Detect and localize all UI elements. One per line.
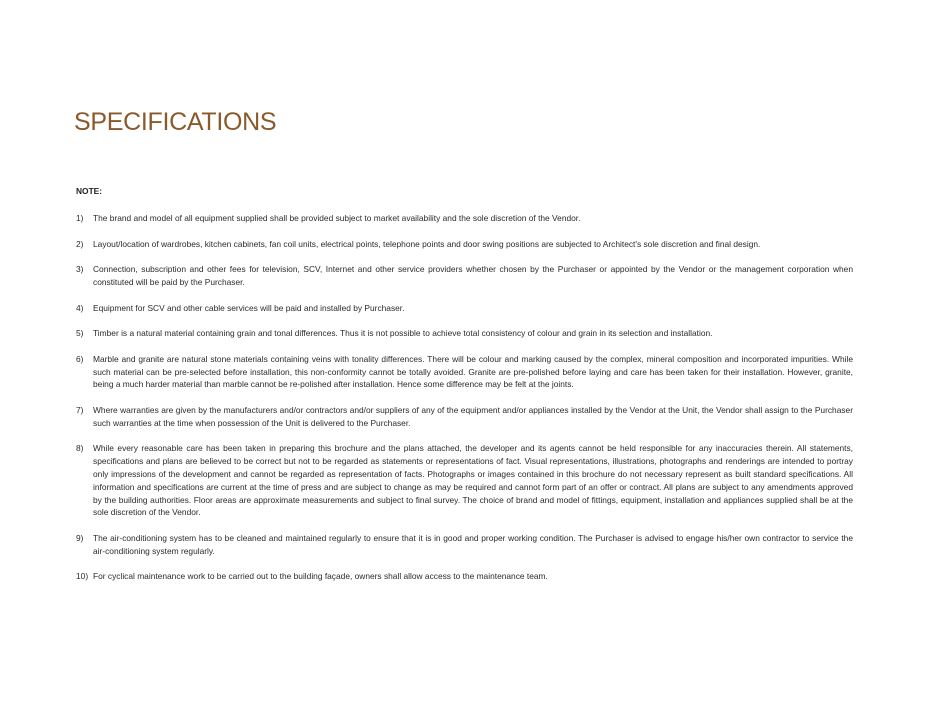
list-item xyxy=(76,570,853,583)
list-item xyxy=(76,404,853,430)
item-text: The air-conditioning system has to be cleaned and maintained regularly to ensure that it is in good and proper working condition. The Purchaser is advised to engage his/her own contractor to service the air-conditioning system regularly. xyxy=(93,532,853,556)
item-number: 6) xyxy=(76,353,84,364)
item-text: For cyclical maintenance work to be carried out to the building façade, owners shall allow access to the maintenance team. xyxy=(93,571,548,582)
list-item xyxy=(76,263,853,289)
item-number: 5) xyxy=(76,328,84,339)
item-number: 3) xyxy=(76,264,84,275)
list-item xyxy=(76,238,853,251)
item-number: 10) xyxy=(76,571,89,582)
item-text: Where warranties are given by the manufacturers and/or contractors and/or suppliers of any of the equipment and/or appliances installed by the Vendor at the Unit, the Vendor shall assign to the Purchaser such warranties at the time when possession of the Unit is delivered to the Purchaser. xyxy=(93,404,853,428)
item-text: The brand and model of all equipment supplied shall be provided subject to market availability and the sole discretion of the Vendor. xyxy=(93,213,581,223)
list-item xyxy=(76,212,853,225)
list-item xyxy=(76,302,853,315)
item-number: 2) xyxy=(76,238,84,249)
item-text: While every reasonable care has been taken in preparing this brochure and the plans attached, the developer and its agents cannot be held responsible for any inaccuracies therein. All statements, specifications and plans are believed to be correct but not to be regarded as statements or representations of fact. Visual representations, illustrations, photographs and renderings are intended to portray only impressions of the development and cannot be regarded as representation of facts. Photographs or images contained in this brochure do not necessary represent as built standard specifications. All information and specifications are current at the time of press and are subject to change as may be required and cannot form part of an offer or contract. All plans are subject to any amendments approved by the building authorities. Floor areas are approximate measurements and subject to final survey. The choice of brand and model of fittings, equipment, installation and appliances supplied shall be at the sole discretion of the Vendor. xyxy=(93,443,853,518)
item-number: 1) xyxy=(76,213,84,223)
note-label: NOTE: xyxy=(76,186,103,196)
list-item xyxy=(76,353,853,391)
page-title: SPECIFICATIONS xyxy=(74,108,277,136)
list-item xyxy=(76,442,853,519)
item-text: Connection, subscription and other fees for television, SCV, Internet and other service providers whether chosen by the Purchaser or appointed by the Vendor or the management corporation when constituted will be paid by the Purchaser. xyxy=(93,264,853,287)
specification-notes-list xyxy=(76,212,853,596)
list-item xyxy=(76,532,853,558)
item-number: 7) xyxy=(76,404,84,415)
list-item xyxy=(76,327,853,340)
item-text: Equipment for SCV and other cable services will be paid and installed by Purchaser. xyxy=(93,302,405,313)
item-number: 8) xyxy=(76,443,84,454)
item-text: Timber is a natural material containing grain and tonal differences. Thus it is not possible to achieve total consistency of colour and grain in its selection and installation. xyxy=(93,328,713,339)
item-number: 4) xyxy=(76,302,84,313)
item-text: Layout/location of wardrobes, kitchen cabinets, fan coil units, electrical points, telephone points and door swing positions are subjected to Architect's sole discretion and final design. xyxy=(93,238,761,249)
item-text: Marble and granite are natural stone materials containing veins with tonality differences. There will be colour and marking caused by the complex, mineral composition and incorporated impurities. While such material can be pre-selected before installation, this non-conformity cannot be totally avoided. Granite are pre-polished before laying and care has been taken for their installation. However, granite, being a much harder material than marble cannot be re-polished after installation. Hence some difference may be felt at the joints. xyxy=(93,353,853,390)
item-number: 9) xyxy=(76,532,84,543)
